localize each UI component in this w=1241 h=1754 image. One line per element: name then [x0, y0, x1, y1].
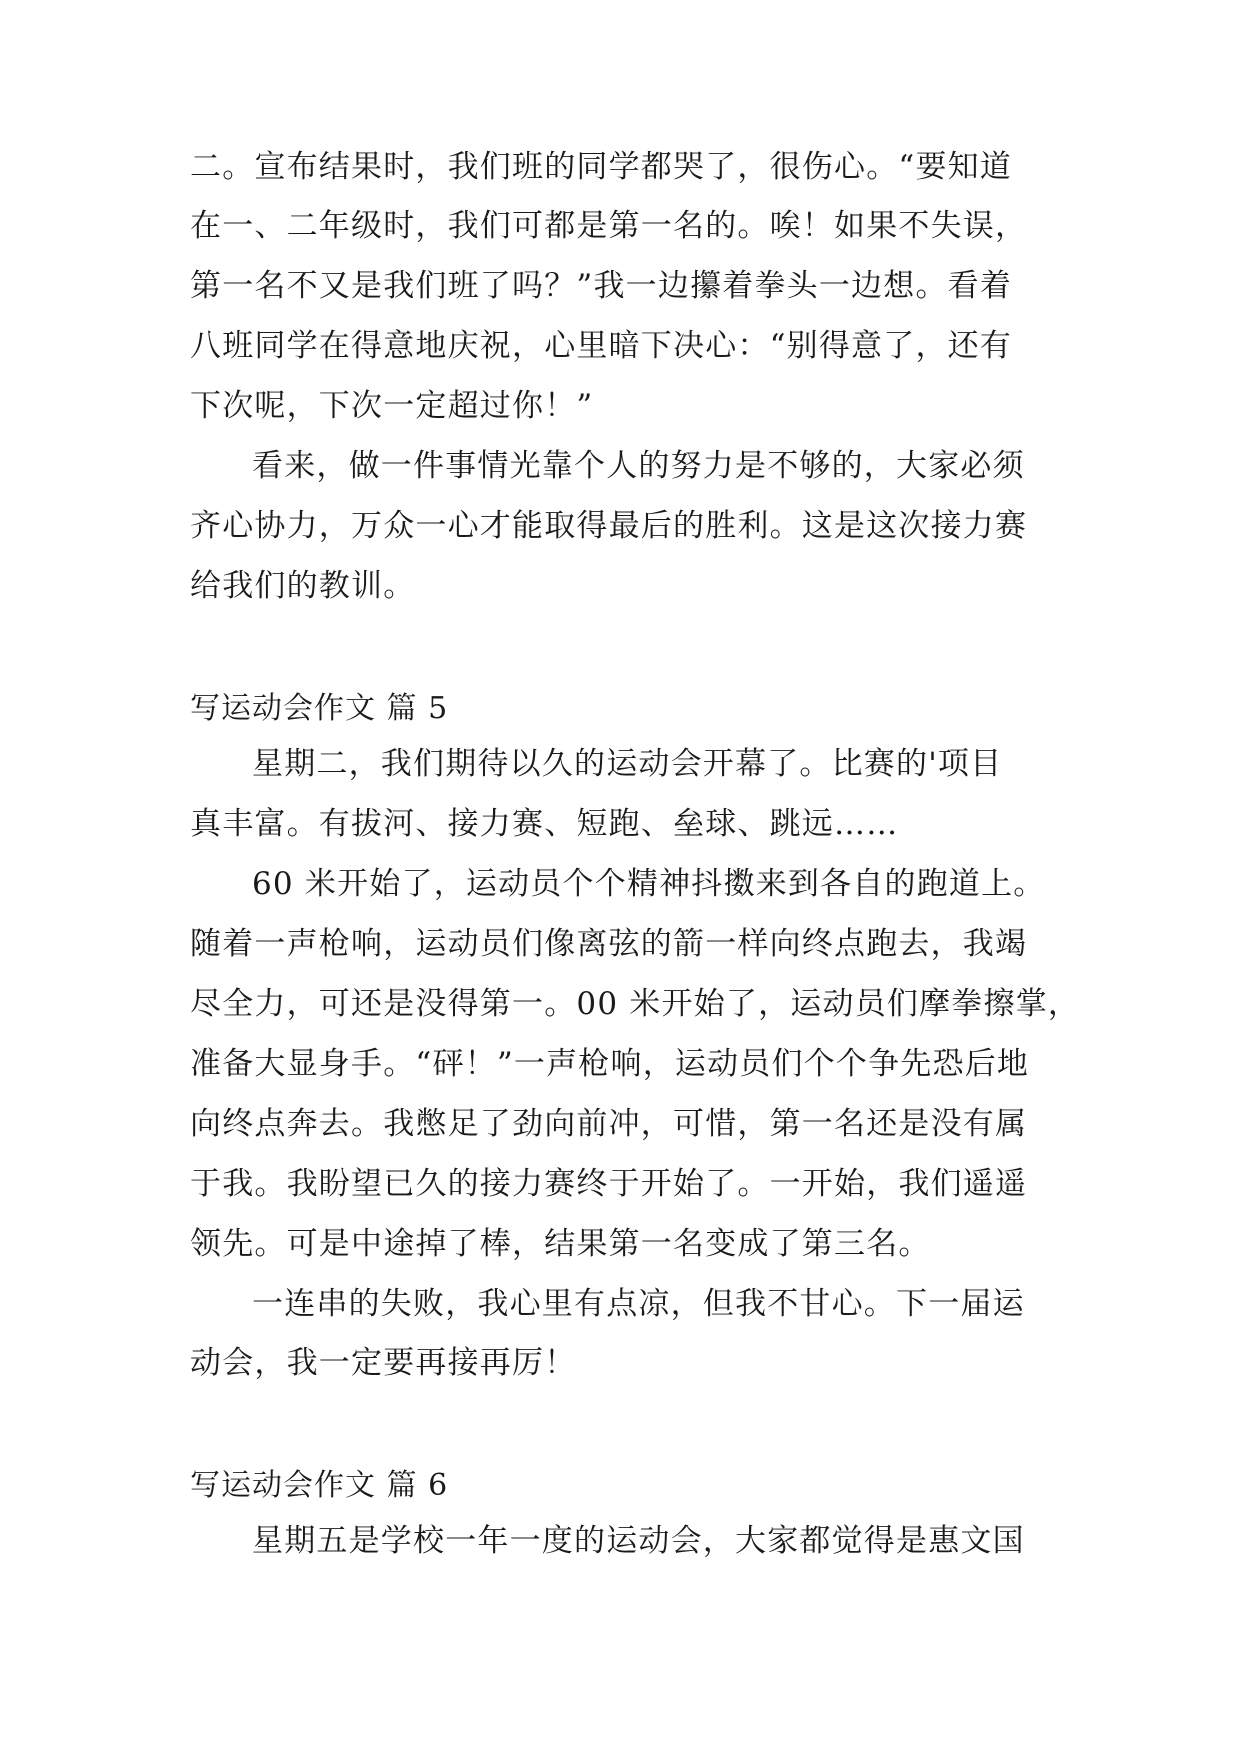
section-heading: 写运动会作文 篇 6 — [190, 1468, 449, 1503]
paragraph-line: 八班同学在得意地庆祝，心里暗下决心：“别得意了，还有 — [190, 328, 1013, 364]
paragraph-line: 二。宣布结果时，我们班的同学都哭了，很伤心。“要知道 — [190, 149, 1013, 185]
paragraph-line: 齐心协力，万众一心才能取得最后的胜利。这是这次接力赛 — [190, 508, 1028, 544]
section-heading: 写运动会作文 篇 5 — [190, 691, 449, 726]
paragraph-line: 60 米开始了，运动员个个精神抖擞来到各自的跑道上。 — [252, 866, 1046, 902]
paragraph-line: 在一、二年级时，我们可都是第一名的。唉！如果不失误， — [190, 208, 1028, 244]
paragraph-line: 动会，我一定要再接再厉！ — [190, 1345, 577, 1381]
paragraph-line: 准备大显身手。“砰！”一声枪响，运动员们个个争先恐后地 — [190, 1046, 1030, 1082]
paragraph-line: 给我们的教训。 — [190, 568, 416, 604]
paragraph-line: 第一名不又是我们班了吗？”我一边攥着拳头一边想。看着 — [190, 268, 1013, 304]
paragraph-line: 星期二，我们期待以久的运动会开幕了。比赛的'项目 — [252, 746, 1003, 782]
paragraph-line: 于我。我盼望已久的接力赛终于开始了。一开始，我们遥遥 — [190, 1166, 1028, 1202]
paragraph-line: 下次呢，下次一定超过你！” — [190, 388, 594, 424]
paragraph-line: 一连串的失败，我心里有点凉，但我不甘心。下一届运 — [252, 1286, 1025, 1322]
paragraph-line: 向终点奔去。我憋足了劲向前冲，可惜，第一名还是没有属 — [190, 1106, 1028, 1142]
paragraph-line: 随着一声枪响，运动员们像离弦的箭一样向终点跑去，我竭 — [190, 926, 1028, 962]
paragraph-line: 真丰富。有拔河、接力赛、短跑、垒球、跳远…… — [190, 806, 899, 842]
paragraph-line: 看来，做一件事情光靠个人的努力是不够的，大家必须 — [252, 448, 1025, 484]
paragraph-line: 领先。可是中途掉了棒，结果第一名变成了第三名。 — [190, 1226, 931, 1262]
paragraph-line: 尽全力，可还是没得第一。00 米开始了，运动员们摩拳擦掌， — [190, 986, 1081, 1022]
paragraph-line: 星期五是学校一年一度的运动会，大家都觉得是惠文国 — [252, 1523, 1025, 1559]
